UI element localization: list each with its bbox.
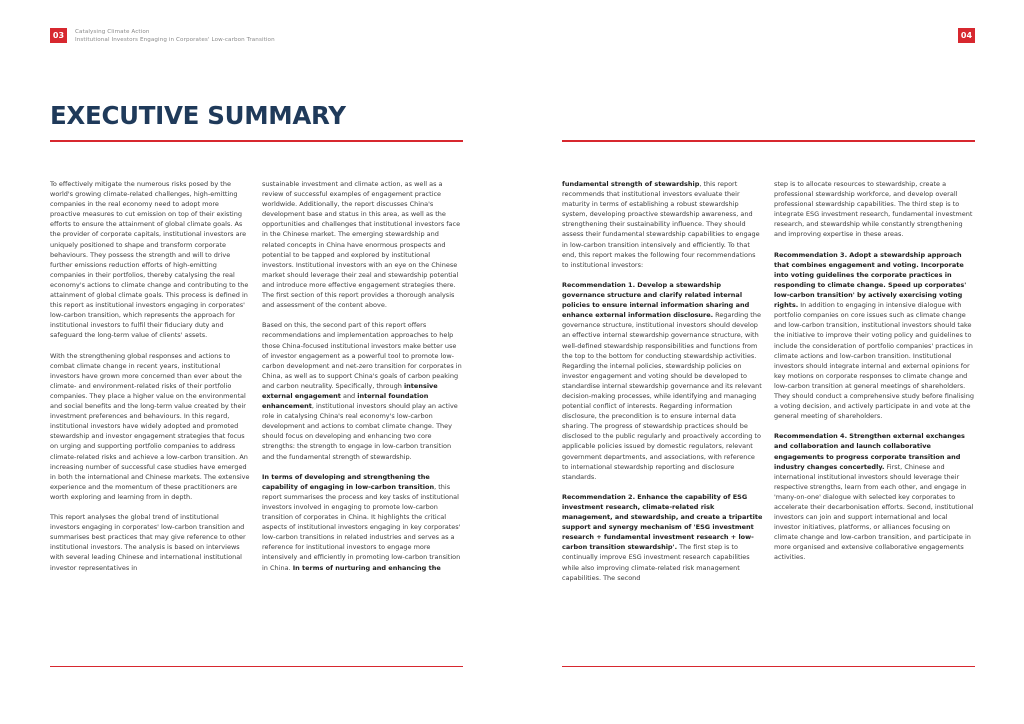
emphasis: In terms of developing and strengthening the capability of engaging in low-carbon transition: [262, 472, 435, 491]
page-number-left: 03: [50, 28, 67, 43]
recommendation-heading: Recommendation 3. Adopt a stewardship approach that combines engagement and voting. Incorporate into voting guidelines the corporate practices in responding to climate change. Speed up corporates' low-carbon transition' by actively exercising voting rights.: [774, 250, 967, 310]
paragraph: [262, 472, 462, 573]
paragraph: [562, 179, 763, 270]
text-run: and: [340, 391, 358, 400]
paragraph: [262, 320, 462, 461]
text-run: , this report summarises the process and key tasks of institutional investors involved in engaging to promote low-carbon transition of corporates in China. It highlights the critical aspects of institutional investors engaging in key corporates' low-carbon transitions in related industries and serves as a reference for institutional investors to engage more intensively and efficiently in promoting low-carbon transition in China.: [262, 482, 461, 572]
footer-rule-right: [562, 666, 975, 667]
recommendation-1: [562, 280, 763, 482]
recommendation-4: [774, 431, 975, 562]
text-run: In addition to engaging in intensive dialogue with portfolio companies on core issues such as climate change and low-carbon transition, institutional investors should take the initiative to improve their voting policy and guidelines to include the consideration of portfolio companies' practices in climate actions and low-carbon transition. Institutional investors should integrate internal and external opinions for key motions on corporate responses to climate change and low-carbon transition at general meetings of shareholders. They should conduct a comprehensive study before finalising a voting decision, and actively participate in and vote at the general meeting of shareholders.: [774, 301, 974, 421]
running-header-series: Catalysing Climate Action: [75, 29, 150, 35]
recommendation-heading: Recommendation 4. Strengthen external exchanges and collaboration and launch collaborative engagements to progress corporate transition and industry changes concertedly.: [774, 432, 965, 471]
text-run: The first step is to continually improve ESG investment research capabilities while also improving climate-related risk management capabilities. The second: [562, 543, 750, 582]
title-rule-right: [562, 140, 975, 142]
title-rule-left: [50, 140, 463, 142]
paragraph: To effectively mitigate the numerous risks posed by the world's growing climate-related challenges, high-emitting companies in the real economy need to adopt more proactive measures to cut emission on top of their existing efforts to ensure the attainment of global climate goals. As the provider of corporate capitals, institutional investors are uniquely positioned to shape and transform corporate behaviours. They possess the strength and will to drive further emissions reduction efforts of high-emitting companies in their portfolios, thereby catalysing the real economy's actions to climate change and contributing to the attainment of global climate goals. This process is defined in this report as institutional investors engaging in corporates' low-carbon transition, which represents the approach for institutional investors to fulfil their fiduciary duty and safeguard the long-term value of clients' assets.: [50, 180, 249, 340]
paragraph: step is to allocate resources to stewardship, create a professional stewardship workforce, and develop overall professional stewardship capabilities. The third step is to integrate ESG investment research, fundamental investment research, and stewardship while constantly strengthening and improving expertise in these areas.: [774, 180, 973, 239]
recommendation-2: [562, 492, 763, 583]
emphasis: In terms of nurturing and enhancing the: [292, 563, 441, 572]
paragraph: With the strengthening global responses and actions to combat climate change in recent years, institutional investors have grown more concerned than ever about the climate- and environment-related risks of their portfolio companies. They place a higher value on the environmental and social benefits and the long-term value created by their investment preferences and behaviours. In this regard, institutional investors have widely adopted and promoted stewardship and investor engagement strategies that focus on urging and supporting portfolio companies to address climate-related risks and achieve a low-carbon transition. An increasing number of successful case studies have emerged in both the international and Chinese markets. The extensive experience and the momentum of these practitioners are worth exploring and learning from in depth.: [50, 351, 250, 501]
recommendation-heading: Recommendation 2. Enhance the capability of ESG investment research, climate-related risk management, and stewardship, and create a tripartite support and synergy mechanism of 'ESG investment research + fundamental investment research + low-carbon transition stewardship'.: [562, 492, 763, 552]
column-1: [50, 179, 250, 583]
recommendation-heading: Recommendation 1. Develop a stewardship governance structure and clarify related internal policies to ensure internal information sharing and enhance external information disclosure.: [562, 280, 750, 320]
emphasis: internal foundation enhancement: [262, 391, 429, 411]
running-header: [75, 28, 275, 44]
text-run: First, Chinese and international institutional investors should leverage their respective strengths, learn from each other, and engage in 'many-on-one' dialogue with selected key corporates to accelerate their decarbonisation efforts. Second, institutional investors can join and support international and local investor initiatives, platforms, or alliances focusing on climate change and low-carbon transition, and participate in more organised and extensive collaborative engagements activities.: [774, 462, 974, 562]
emphasis: fundamental strength of stewardship: [562, 180, 700, 188]
text-run: Based on this, the second part of this report offers recommendations and implementation approaches to help those China-focused institutional investors make better use of investor engagement as a powerful tool to promote low-carbon development and net-zero transition for corporates in China, as well as to support China's goals of carbon peaking and carbon neutrality. Specifically, through: [262, 321, 462, 390]
emphasis: intensive external engagement: [262, 381, 438, 400]
paragraph: sustainable investment and climate action, as well as a review of successful examples of engagement practice worldwide. Additionally, the report discusses China's development base and status in this area, as well as the opportunities and challenges that institutional investors face in the Chinese market. The emerging stewardship and related concepts in China have enormous prospects and potential to be tapped and explored by institutional investors. Institutional investors with an eye on the Chinese market should leverage their zeal and stewardship potential and introduce more effective engagement strategies there. The first section of this report provides a thorough analysis and assessment of the content above.: [262, 180, 461, 310]
running-header-subtitle: Institutional Investors Engaging in Corporates' Low-carbon Transition: [75, 37, 275, 43]
page-title: EXECUTIVE SUMMARY: [50, 101, 346, 130]
paragraph: This report analyses the global trend of institutional investors engaging in corporates' low-carbon transition and summarises best practices that may give reference to other institutional investors. The analysis is based on interviews with several leading Chinese and international institutional investor representatives in: [50, 513, 246, 572]
text-run: , this report recommends that institutional investors evaluate their maturity in terms of establishing a robust stewardship system, developing proactive stewardship awareness, and strengthening their sustainability influence. They should assess their fundamental stewardship capabilities to engage in low-carbon transition intensively and efficiently. To that end, this report makes the following four recommendations to institutional investors:: [562, 180, 760, 269]
text-run: , institutional investors should play an active role in catalysing China's real economy's low-carbon development and actions to combat climate change. They should focus on developing and enhancing two core strengths: the strength to engage in low-carbon transition and the fundamental strength of stewardship.: [262, 402, 458, 461]
column-4: [774, 179, 975, 573]
column-2: [262, 179, 462, 583]
text-run: Regarding the governance structure, institutional investors should develop an effective internal stewardship governance structure, with well-defined stewardship responsibilities and functions from the top to the bottom for conducting stewardship activities. Regarding the internal policies, stewardship policies on investor engagement and voting should be developed to standardise internal stewardship governance and its relevant decision-making processes, while identifying and managing potential conflict of interests. Regarding information disclosure, the precondition is to ensure internal data sharing. The progress of stewardship practices should be disclosed to the public regularly and proactively according to applicable policies issued by domestic regulators, relevant government departments, and associations, with reference to international stewardship reporting and disclosure standards.: [562, 311, 762, 481]
recommendation-3: [774, 250, 975, 422]
page-number-right: 04: [958, 28, 975, 43]
footer-rule-left: [50, 666, 463, 667]
column-3: [562, 179, 763, 593]
